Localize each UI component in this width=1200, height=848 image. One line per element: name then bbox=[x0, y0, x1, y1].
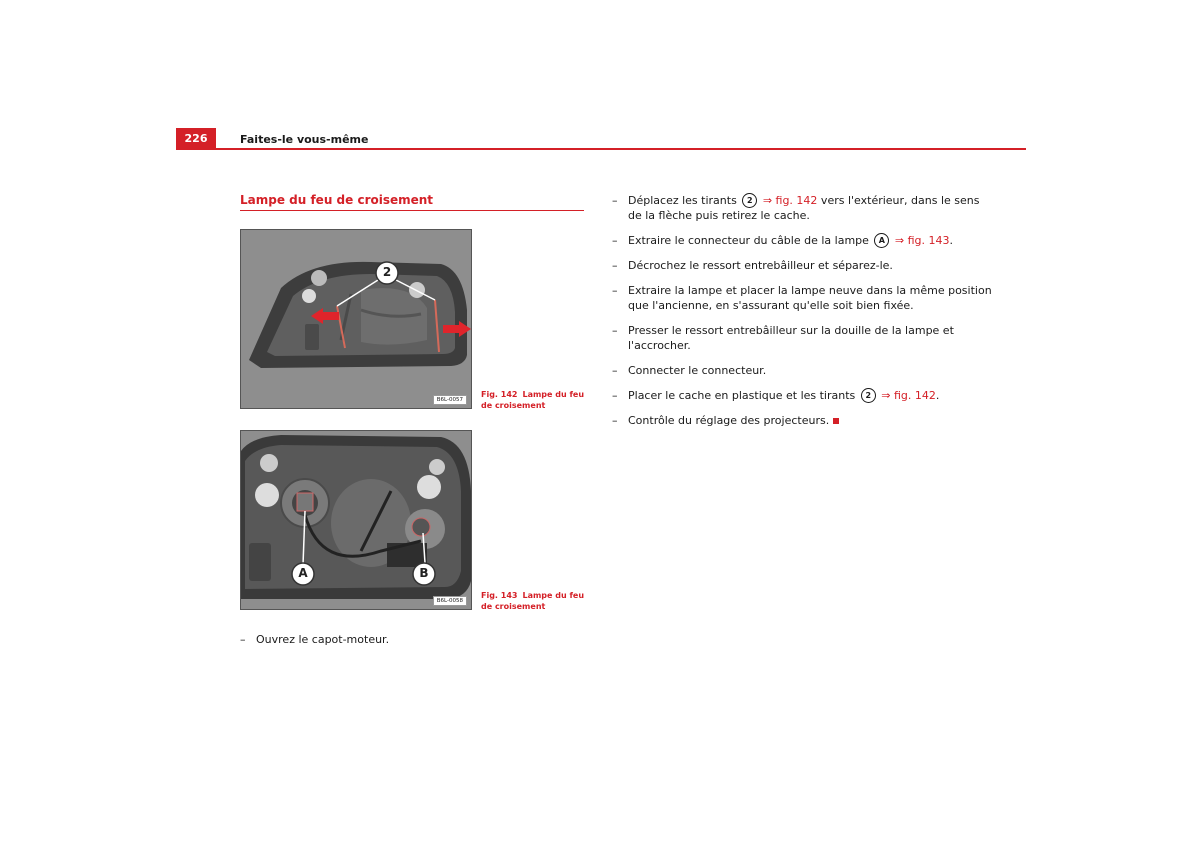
headlight-back-cover-illustration bbox=[241, 230, 472, 409]
label-b: B bbox=[419, 566, 429, 580]
caption-number: Fig. 142 bbox=[481, 390, 518, 399]
fig-143-reference[interactable]: ⇒ fig. 143 bbox=[894, 234, 950, 247]
caption-number: Fig. 143 bbox=[481, 591, 518, 600]
end-of-section-square-icon bbox=[833, 418, 839, 424]
section-title: Lampe du feu de croisement bbox=[240, 193, 584, 211]
step-1: – Déplacez les tirants 2 ⇒ fig. 142 vers l'extérieur, dans le sens de la flèche puis retirez le cache. bbox=[612, 194, 980, 222]
marker-a: A bbox=[874, 233, 889, 248]
label-a: A bbox=[298, 566, 308, 580]
fig-142-reference[interactable]: ⇒ fig. 142 bbox=[762, 194, 818, 207]
marker-2: 2 bbox=[861, 388, 876, 403]
figure-143 bbox=[240, 430, 472, 610]
headlight-bulb-illustration bbox=[241, 431, 472, 610]
marker-2: 2 bbox=[742, 193, 757, 208]
header-rule bbox=[176, 148, 1026, 150]
page-number: 226 bbox=[176, 128, 216, 149]
fig-142-reference[interactable]: ⇒ fig. 142 bbox=[881, 389, 936, 402]
caption-text: Lampe du feu de croisement bbox=[481, 390, 585, 410]
label-2: 2 bbox=[382, 265, 392, 279]
figure-143-caption bbox=[481, 590, 591, 612]
figure-142-caption bbox=[481, 389, 591, 411]
figure-142 bbox=[240, 229, 472, 409]
caption-text: Lampe du feu de croisement bbox=[481, 591, 585, 611]
figure-code: B6L-0057 bbox=[433, 395, 467, 405]
figure-code: B6L-0058 bbox=[433, 596, 467, 606]
chapter-title: Faites-le vous-même bbox=[240, 133, 369, 146]
